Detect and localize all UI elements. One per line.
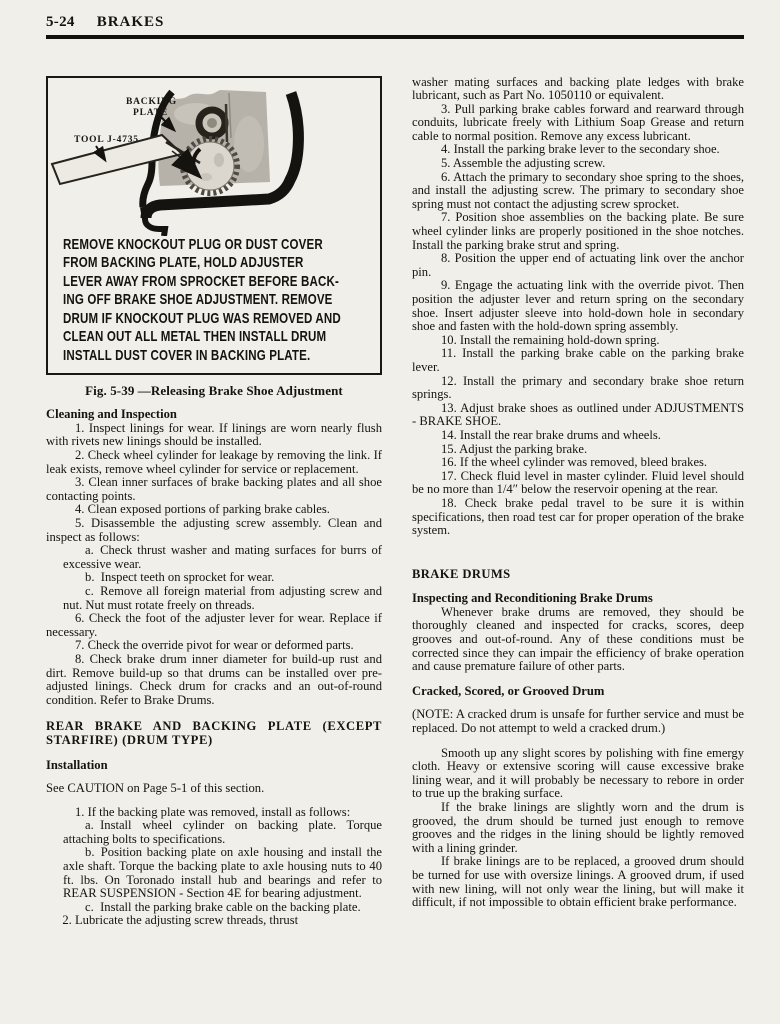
tool-label: TOOL J-4735	[74, 134, 139, 145]
left-column	[46, 76, 382, 929]
sprocket-detail	[214, 153, 224, 167]
paragraph: If brake linings are to be replaced, a grooved drum should be turned for use with oversize linings. A grooved drum, if used with new lining, will not only wear the lining, but will make it difficult, if not impossible to obtain efficient brake performance.	[412, 854, 744, 910]
paragraph: b. Inspect teeth on sprocket for wear.	[85, 570, 275, 585]
note-line: LEVER AWAY FROM SPROCKET BEFORE BACK-	[63, 273, 339, 290]
paragraph: 10. Install the remaining hold-down spring.	[440, 332, 660, 347]
paragraph: b. Position backing plate on axle housing and install the axle shaft. Torque the backing plate to axle housing nuts to 40 ft. lbs. On Toronado install hub and bearings and refer to REAR SUSPENSION - Section 4E for bearing adjustment.	[63, 845, 382, 901]
section-heading: Installation	[46, 757, 108, 772]
header-rule	[46, 35, 744, 39]
left-column-text	[46, 408, 382, 928]
paragraph: If the brake linings are slightly worn and the drum is grooved, the drum should be turned just enough to remove grooves and the ridges in the lining should be lightly removed with a lining grinder.	[412, 800, 744, 855]
paragraph: 4. Install the parking brake lever to the secondary shoe.	[440, 142, 720, 157]
paragraph: 6. Check the foot of the adjuster lever for wear. Replace if necessary.	[46, 611, 382, 639]
section-heading: Cleaning and Inspection	[46, 407, 177, 422]
paragraph: 3. Clean inner surfaces of brake backing plates and all shoe contacting points.	[46, 475, 382, 503]
paragraph: 15. Adjust the parking brake.	[440, 441, 588, 456]
section-heading: REAR BRAKE AND BACKING PLATE (EXCEPT STARFIRE) (DRUM TYPE)	[46, 719, 382, 747]
paragraph: 17. Check fluid level in master cylinder. Fluid level should be no more than 1/4″ below the reservoir opening at the rear.	[412, 468, 744, 497]
paragraph: washer mating surfaces and backing plate ledges with brake lubricant, such as Part No. 1050110 or equivalent.	[412, 74, 744, 103]
paragraph: 16. If the wheel cylinder was removed, bleed brakes.	[440, 455, 708, 470]
figure-frame	[46, 76, 382, 375]
note-line: FROM BACKING PLATE, HOLD ADJUSTER	[63, 255, 304, 272]
paragraph: a. Install wheel cylinder on backing plate. Torque attaching bolts to specifications.	[63, 818, 382, 846]
note-line: INSTALL DUST COVER IN BACKING PLATE.	[63, 348, 311, 365]
paragraph: Smooth up any slight scores by polishing with fine emergy cloth. Heavy or extensive scoring will cause excessive brake lining wear, and it will probably be necessary to rebore in order to true up the braking surface.	[412, 745, 744, 801]
paragraph: 2. Check wheel cylinder for leakage by removing the link. If leak exists, remove wheel cylinder for service or replacement.	[46, 448, 382, 476]
note-line: REMOVE KNOCKOUT PLUG OR DUST COVER	[63, 236, 323, 253]
section-heading: BRAKE DRUMS	[412, 566, 511, 581]
paragraph: 12. Install the primary and secondary brake shoe return springs.	[412, 373, 744, 402]
paragraph: 5. Disassemble the adjusting screw assembly. Clean and inspect as follows:	[46, 516, 382, 544]
paragraph: 5. Assemble the adjusting screw.	[440, 156, 606, 171]
paragraph: a. Check thrust washer and mating surfaces for burrs of excessive wear.	[63, 543, 382, 571]
figure-5-39	[46, 76, 382, 398]
paragraph: 11. Install the parking brake cable on the parking brake lever.	[412, 346, 744, 374]
paragraph: 7. Check the override pivot for wear or deformed parts.	[74, 638, 354, 653]
backing-plate-label: BACKING	[126, 96, 177, 107]
sprocket-detail-2	[200, 173, 212, 181]
knockout-plug-center	[207, 118, 217, 128]
paragraph: 1. Inspect linings for wear. If linings are worn nearly flush with rivets new linings should be installed.	[46, 420, 382, 449]
paragraph: 8. Check brake drum inner diameter for build-up rust and dirt. Remove build-up so that drums can be installed over pre-adjusted linings. Check drum for cracks and an out-of-round condition. Refer to Brake Drums.	[46, 651, 382, 707]
section-heading: Cracked, Scored, or Grooved Drum	[412, 683, 605, 698]
paragraph: 1. If the backing plate was removed, install as follows:	[74, 804, 351, 819]
paragraph: 2. Lubricate the adjusting screw threads, thrust	[62, 913, 299, 928]
brake-adjustment-illustration	[48, 78, 379, 236]
paragraph: Whenever brake drums are removed, they should be thoroughly cleaned and inspected for cracks, scores, deep grooves and out-of-round. Any of these conditions must be corrected since they can impair the efficiency of brake operation and cause premature failure of other parts.	[412, 604, 744, 674]
paragraph: 3. Pull parking brake cables forward and rearward through conduits, lubricate freely with Lithium Soap Grease and return cable to normal position. Remove any excess lubricant.	[412, 101, 744, 143]
note-line: DRUM IF KNOCKOUT PLUG WAS REMOVED AND	[63, 310, 341, 327]
right-column-text	[412, 76, 744, 910]
two-column-body	[46, 76, 744, 929]
paragraph: 4. Clean exposed portions of parking brake cables.	[74, 502, 330, 517]
paragraph: 9. Engage the actuating link with the override pivot. Then position the adjuster lever and return spring on the secondary shoe. Insert adjuster sleeve into hold-down hole in secondary shoe and fasten with the hold-down spring assembly.	[412, 278, 744, 334]
paragraph: 6. Attach the primary to secondary shoe spring to the shoes, and install the adjusting screw. The primary to secondary shoe spring must not contact the adjusting screw sprocket.	[412, 169, 744, 211]
adjuster-lever-pin	[226, 104, 227, 142]
paragraph: c. Install the parking brake cable on the backing plate.	[85, 899, 361, 914]
paragraph: (NOTE: A cracked drum is unsafe for further service and must be replaced. Do not attempt to weld a cracked drum.)	[412, 707, 744, 736]
note-line: ING OFF BRAKE SHOE ADJUSTMENT. REMOVE	[63, 292, 333, 309]
section-title: BRAKES	[96, 14, 165, 30]
page-header	[46, 13, 744, 39]
paragraph: c. Remove all foreign material from adjusting screw and nut. Nut must rotate freely on threads.	[63, 583, 382, 612]
paragraph: 18. Check brake pedal travel to be sure it is within specifications, then road test car for proper operation of the brake system.	[412, 495, 744, 538]
figure-caption: Fig. 5-39 —Releasing Brake Shoe Adjustment	[85, 382, 343, 398]
paragraph: 14. Install the rear brake drums and wheels.	[440, 427, 661, 442]
note-line: CLEAN OUT ALL METAL THEN INSTALL DRUM	[63, 329, 327, 346]
backing-plate-label-2: PLATE	[133, 107, 168, 118]
paragraph: 13. Adjust brake shoes as outlined under ADJUSTMENTS - BRAKE SHOE.	[412, 400, 744, 429]
right-column	[412, 76, 744, 929]
paragraph: 8. Position the upper end of actuating link over the anchor pin.	[412, 251, 744, 279]
figure-note	[48, 236, 380, 373]
paragraph: 7. Position shoe assemblies on the backing plate. Be sure wheel cylinder links are properly positioned in the shoe notches. Install the parking brake strut and spring.	[412, 210, 744, 252]
section-heading: Inspecting and Reconditioning Brake Drums	[412, 591, 653, 606]
page-number: 5-24	[46, 14, 75, 30]
plate-highlight-2	[234, 116, 264, 172]
paragraph: See CAUTION on Page 5-1 of this section.	[46, 781, 265, 796]
